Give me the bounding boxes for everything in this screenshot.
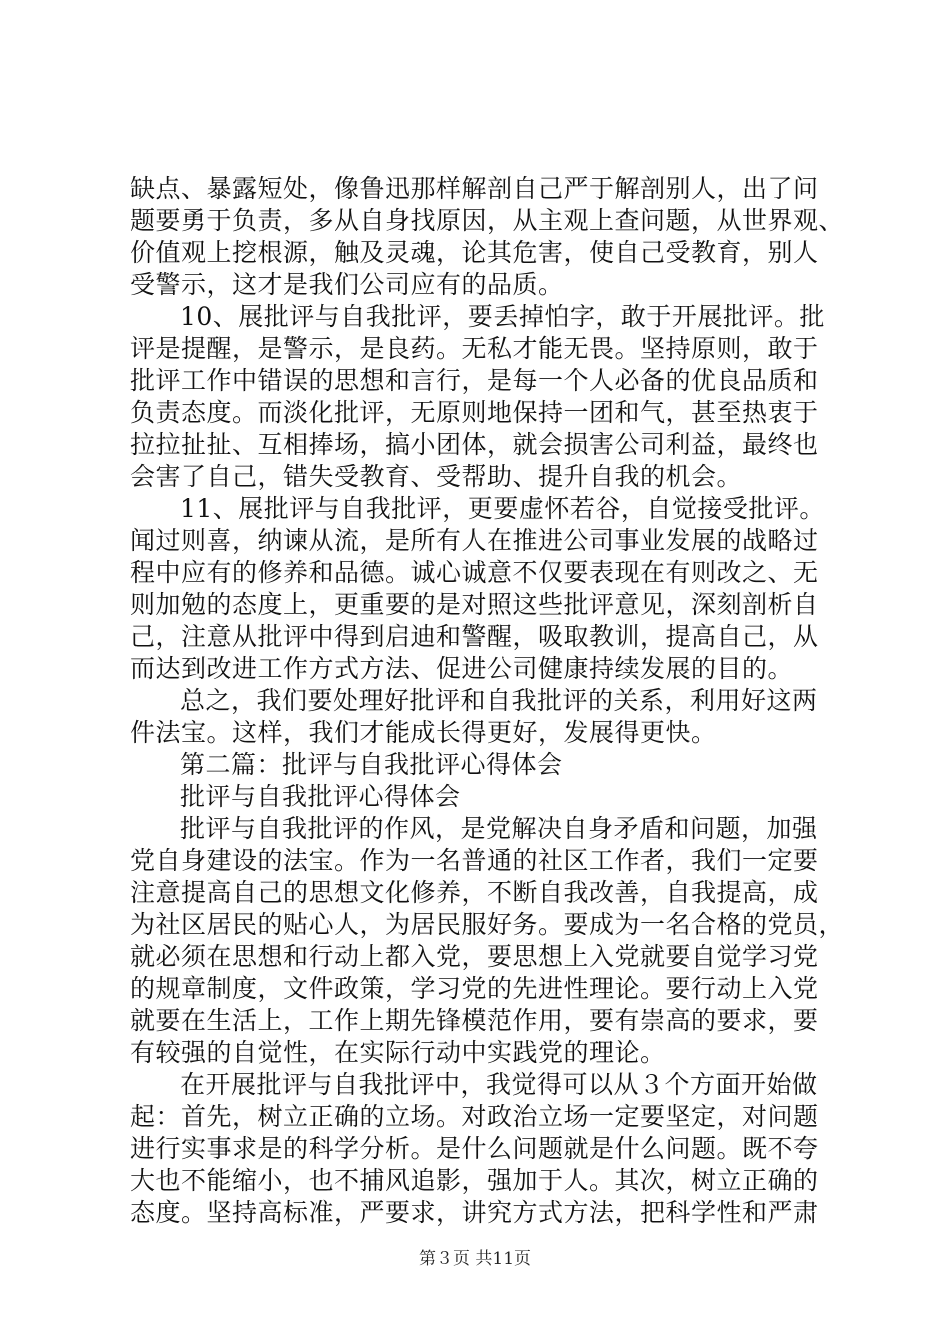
text-line: 件法宝。这样，我们才能成长得更好，发展得更快。 [130,718,717,747]
text-line: 则加勉的态度上，更重要的是对照这些批评意见，深刻剖析自 [130,590,819,619]
page-footer [0,1244,950,1269]
text-line: 己，注意从批评中得到启迪和警醒，吸取教训，提高自己，从 [130,622,819,651]
paragraph-start-line: 10、展批评与自我批评，要丢掉怕字，敢于开展批评。批 [180,302,825,331]
section-heading: 第二篇：批评与自我批评心得体会 [180,750,563,779]
text-line: 拉拉扯扯、互相捧场，搞小团体，就会损害公司利益，最终也 [130,430,819,459]
text-line: 而达到改进工作方式方法、促进公司健康持续发展的目的。 [130,654,794,683]
text-line: 为社区居民的贴心人，为居民服好务。要成为一名合格的党员， [130,910,845,939]
text-line: 题要勇于负责，多从自身找原因，从主观上查问题，从世界观、 [130,206,845,235]
text-line: 就要在生活上，工作上期先锋模范作用，要有崇高的要求，要 [130,1006,819,1035]
text-line: 态度。坚持高标准，严要求，讲究方式方法，把科学性和严肃 [130,1198,819,1227]
text-line: 评是提醒，是警示，是良药。无私才能无畏。坚持原则，敢于 [130,334,819,363]
article-title: 批评与自我批评心得体会 [180,782,461,811]
text-line: 进行实事求是的科学分析。是什么问题就是什么问题。既不夸 [130,1134,819,1163]
text-line: 闻过则喜，纳谏从流，是所有人在推进公司事业发展的战略过 [130,526,819,555]
paragraph-start-line: 总之，我们要处理好批评和自我批评的关系，利用好这两 [180,686,818,715]
text-line: 的规章制度，文件政策，学习党的先进性理论。要行动上入党 [130,974,819,1003]
paragraph-start-line: 在开展批评与自我批评中，我觉得可以从３个方面开始做 [180,1070,818,1099]
text-line: 会害了自己，错失受教育、受帮助、提升自我的机会。 [130,462,743,491]
text-line: 程中应有的修养和品德。诚心诚意不仅要表现在有则改之、无 [130,558,819,587]
text-line: 受警示，这才是我们公司应有的品质。 [130,270,564,299]
text-line: 价值观上挖根源，触及灵魂，论其危害，使自己受教育，别人 [130,238,819,267]
text-line: 批评工作中错误的思想和言行，是每一个人必备的优良品质和 [130,366,819,395]
text-line: 有较强的自觉性，在实际行动中实践党的理论。 [130,1038,666,1067]
text-line: 党自身建设的法宝。作为一名普通的社区工作者，我们一定要 [130,846,819,875]
text-line: 缺点、暴露短处，像鲁迅那样解剖自己严于解剖别人，出了问 [130,174,819,203]
text-line: 就必须在思想和行动上都入党，要思想上入党就要自觉学习党 [130,942,819,971]
page-number-label: 第３页 共11页 [418,1249,532,1269]
paragraph-start-line: 11、展批评与自我批评，更要虚怀若谷，自觉接受批评。 [180,494,825,523]
text-line: 起：首先，树立正确的立场。对政治立场一定要坚定，对问题 [130,1102,819,1131]
paragraph-start-line: 批评与自我批评的作风，是党解决自身矛盾和问题，加强 [180,814,818,843]
text-line: 大也不能缩小，也不捕风追影，强加于人。其次，树立正确的 [130,1166,819,1195]
text-line: 负责态度。而淡化批评，无原则地保持一团和气，甚至热衷于 [130,398,819,427]
text-line: 注意提高自己的思想文化修养，不断自我改善，自我提高，成 [130,878,819,907]
